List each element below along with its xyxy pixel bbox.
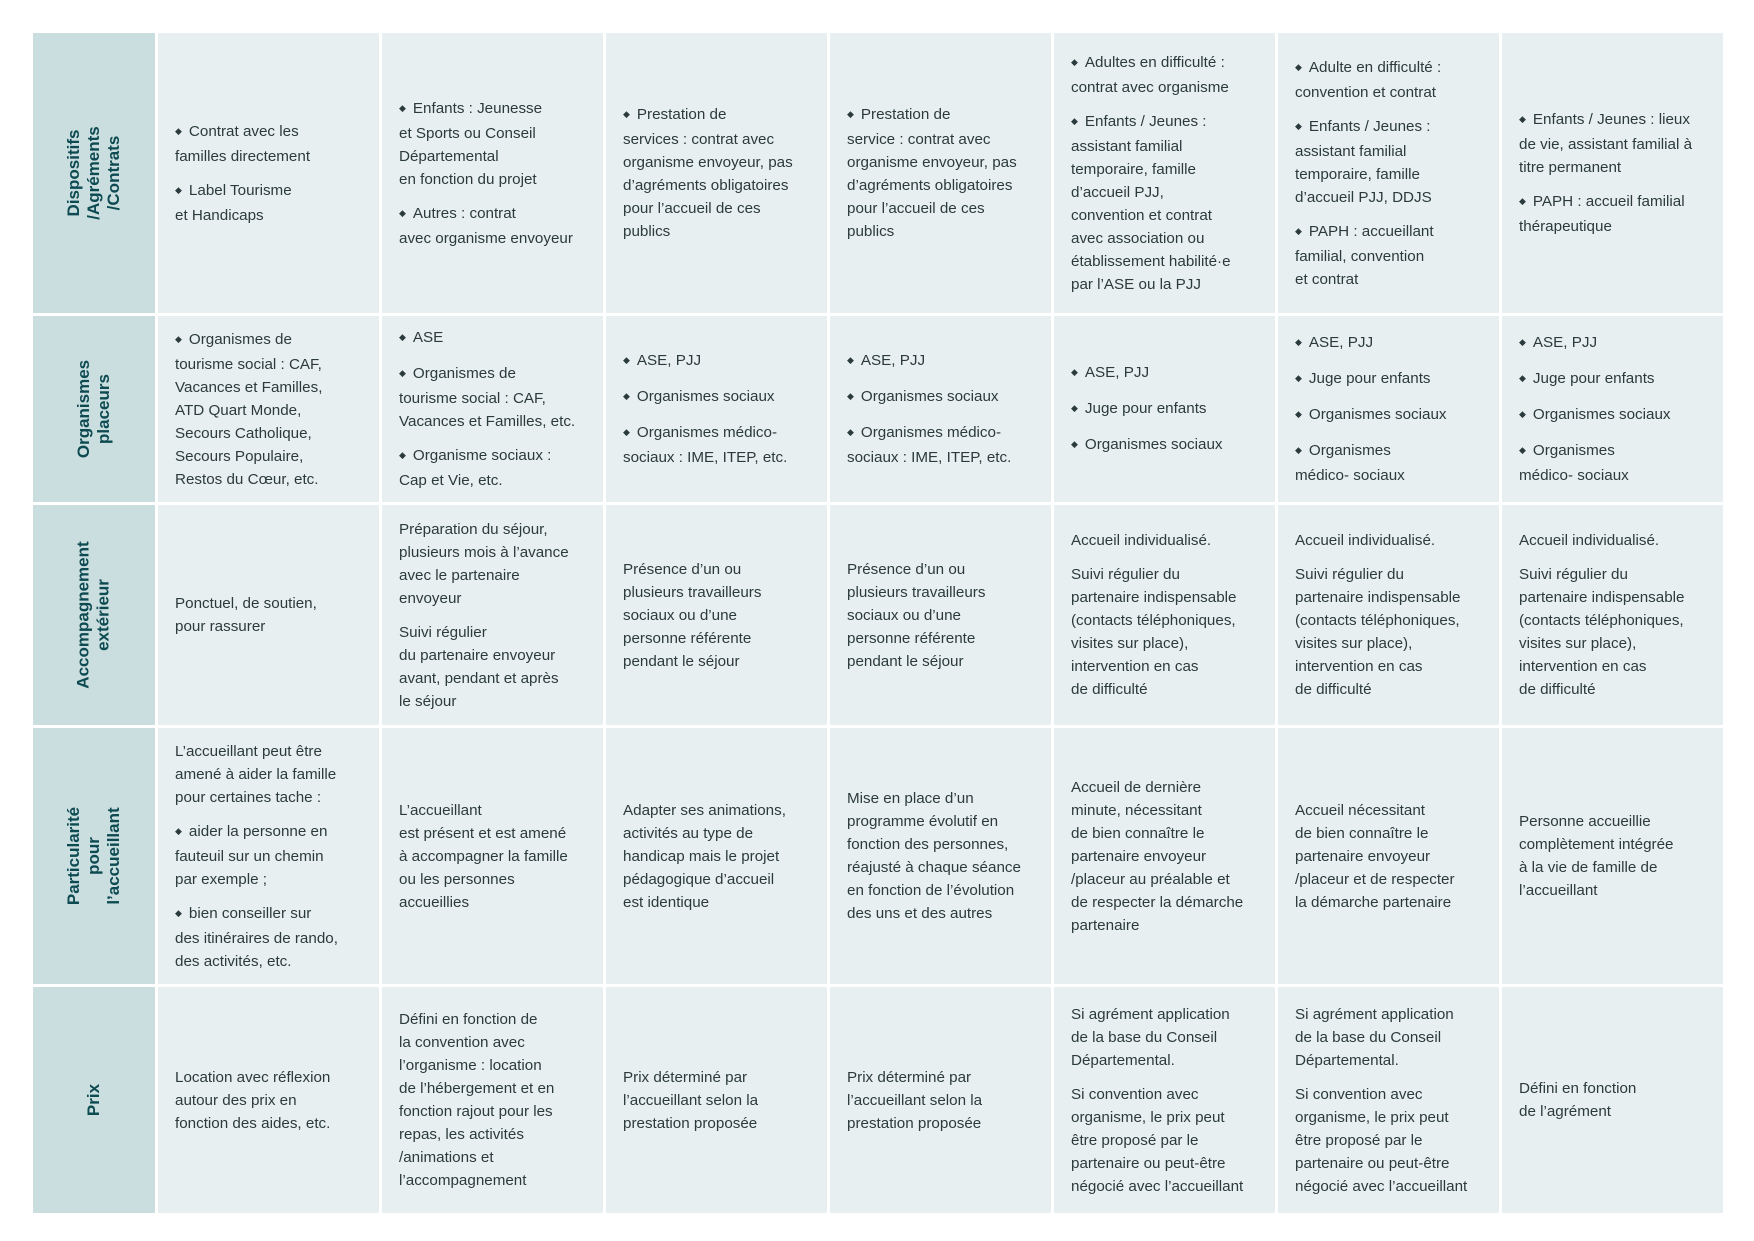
- table-cell: [1278, 505, 1499, 725]
- paragraph: Si convention avec organisme, le prix peut être proposé par le partenaire ou peut-être négocié avec l’accueillant: [1295, 1085, 1468, 1195]
- row-header-label: Accompagnement extérieur: [74, 541, 113, 689]
- bullet-item: ◆ aider la personne en fauteuil sur un chemin par exemple ;: [175, 820, 365, 891]
- bullet-item: ◆ Enfants / Jeunes : lieux de vie, assistant familial à titre permanent: [1519, 108, 1709, 179]
- table-cell: [382, 987, 603, 1213]
- bullet-item: ◆ Juge pour enfants: [1295, 367, 1485, 392]
- paragraph: Mise en place d’un programme évolutif en fonction des personnes, réajusté à chaque séance en fonction de l’évolution des uns et des autres: [847, 790, 1021, 922]
- table-cell: [1054, 505, 1275, 725]
- paragraph: Accueil de dernière minute, nécessitant de bien connaître le partenaire envoyeur /placeur au préalable et de respecter la démarche partenaire: [1071, 778, 1244, 934]
- paragraph: Accueil individualisé.: [1295, 532, 1436, 549]
- table-cell: [830, 728, 1051, 984]
- row-header-dispositifs: [33, 33, 155, 313]
- table-cell: [382, 316, 603, 502]
- row-header-prix: [33, 987, 155, 1213]
- paragraph: Accueil nécessitant de bien connaître le partenaire envoyeur /placeur et de respecter la démarche partenaire: [1295, 801, 1455, 911]
- bullet-item: ◆ Enfants / Jeunes : assistant familial temporaire, famille d’accueil PJJ, DDJS: [1295, 115, 1485, 209]
- bullet-item: ◆ Prestation de services : contrat avec organisme envoyeur, pas d’agréments obligatoires pour l’accueil de ces publics: [623, 103, 813, 243]
- bullet-item: ◆ ASE, PJJ: [1071, 361, 1261, 386]
- paragraph: Personne accueillie complètement intégrée à la vie de famille de l’accueillant: [1519, 813, 1674, 899]
- bullet-item: ◆ Adulte en difficulté : convention et contrat: [1295, 56, 1485, 104]
- table-cell: [1278, 316, 1499, 502]
- bullet-item: ◆ Contrat avec les familles directement: [175, 120, 365, 168]
- bullet-item: ◆ Autres : contrat avec organisme envoyeur: [399, 202, 589, 250]
- table-cell: [1502, 728, 1723, 984]
- table-cell: [1502, 505, 1723, 725]
- row-header-label: Particularité pour l’accueillant: [64, 806, 123, 906]
- paragraph: Suivi régulier du partenaire indispensable (contacts téléphoniques, visites sur place), intervention en cas de difficulté: [1071, 566, 1237, 698]
- bullet-item: ◆ Organisme sociaux : Cap et Vie, etc.: [399, 444, 589, 492]
- paragraph: Si agrément application de la base du Conseil Départemental.: [1295, 1005, 1454, 1069]
- paragraph: Accueil individualisé.: [1071, 532, 1212, 549]
- paragraph: Préparation du séjour, plusieurs mois à l’avance avec le partenaire envoyeur: [399, 520, 569, 607]
- table-cell: [158, 316, 379, 502]
- bullet-item: ◆ Organismes médico- sociaux : IME, ITEP, etc.: [623, 421, 813, 469]
- bullet-item: ◆ Enfants / Jeunes : assistant familial temporaire, famille d’accueil PJJ, convention et contrat avec association ou établissement habilité·e par l’ASE ou la PJJ: [1071, 110, 1261, 296]
- row-header-label: Dispositifs /Agréments /Contrats: [64, 126, 123, 220]
- table-cell: [606, 728, 827, 984]
- table-cell: [606, 505, 827, 725]
- table-cell: [830, 505, 1051, 725]
- table-cell: [382, 505, 603, 725]
- paragraph: Présence d’un ou plusieurs travailleurs sociaux ou d’une personne référente pendant le séjour: [623, 560, 762, 670]
- table-cell: [1502, 33, 1723, 313]
- bullet-item: ◆ ASE, PJJ: [847, 349, 1037, 374]
- table-cell: [1054, 33, 1275, 313]
- paragraph: L’accueillant est présent et est amené à accompagner la famille ou les personnes accueillies: [399, 801, 568, 911]
- table-cell: [382, 728, 603, 984]
- table-cell: [1502, 316, 1723, 502]
- paragraph: Suivi régulier du partenaire indispensable (contacts téléphoniques, visites sur place), intervention en cas de difficulté: [1519, 566, 1685, 698]
- bullet-item: ◆ bien conseiller sur des itinéraires de rando, des activités, etc.: [175, 902, 365, 973]
- table-cell: [606, 987, 827, 1213]
- table-cell: [1054, 987, 1275, 1213]
- table-cell: [1278, 987, 1499, 1213]
- row-header-label: Prix: [83, 1083, 103, 1117]
- table-cell: [1054, 728, 1275, 984]
- bullet-item: ◆ Organismes sociaux: [1071, 433, 1261, 458]
- paragraph: Présence d’un ou plusieurs travailleurs sociaux ou d’une personne référente pendant le séjour: [847, 560, 986, 670]
- paragraph: Défini en fonction de la convention avec l’organisme : location de l’hébergement et en fonction rajout pour les repas, les activités /animations et l’accompagnement: [399, 1011, 555, 1189]
- bullet-item: ◆ Organismes sociaux: [847, 385, 1037, 410]
- bullet-item: ◆ ASE, PJJ: [1295, 331, 1485, 356]
- comparison-table: [33, 33, 1723, 1213]
- bullet-item: ◆ Organismes médico- sociaux: [1519, 439, 1709, 487]
- paragraph: Prix déterminé par l’accueillant selon la prestation proposée: [623, 1068, 759, 1132]
- bullet-item: ◆ Adultes en difficulté : contrat avec organisme: [1071, 51, 1261, 99]
- paragraph: Suivi régulier du partenaire envoyeur avant, pendant et après le séjour: [399, 623, 559, 710]
- bullet-item: ◆ Organismes de tourisme social : CAF, Vacances et Familles, etc.: [399, 362, 589, 433]
- table-cell: [158, 505, 379, 725]
- paragraph: Adapter ses animations, activités au type de handicap mais le projet pédagogique d’accueil est identique: [623, 801, 786, 911]
- table-cell: [1278, 33, 1499, 313]
- bullet-item: ◆ Organismes de tourisme social : CAF, Vacances et Familles, ATD Quart Monde, Secours Catholique, Secours Populaire, Restos du Cœur, etc.: [175, 328, 365, 491]
- paragraph: Si agrément application de la base du Conseil Départemental.: [1071, 1005, 1230, 1069]
- bullet-item: ◆ Enfants : Jeunesse et Sports ou Conseil Départemental en fonction du projet: [399, 97, 589, 191]
- bullet-item: ◆ ASE: [399, 326, 589, 351]
- bullet-item: ◆ Juge pour enfants: [1071, 397, 1261, 422]
- table-cell: [830, 987, 1051, 1213]
- row-header-organismes-placeurs: [33, 316, 155, 502]
- bullet-item: ◆ ASE, PJJ: [1519, 331, 1709, 356]
- bullet-item: ◆ PAPH : accueillant familial, convention et contrat: [1295, 220, 1485, 291]
- bullet-item: ◆ Organismes médico- sociaux: [1295, 439, 1485, 487]
- table-cell: [158, 728, 379, 984]
- table-cell: [158, 33, 379, 313]
- table-cell: [830, 316, 1051, 502]
- bullet-item: ◆ Organismes sociaux: [1295, 403, 1485, 428]
- bullet-item: ◆ ASE, PJJ: [623, 349, 813, 374]
- bullet-item: ◆ Label Tourisme et Handicaps: [175, 179, 365, 227]
- paragraph: Accueil individualisé.: [1519, 532, 1660, 549]
- table-cell: [1502, 987, 1723, 1213]
- paragraph: Suivi régulier du partenaire indispensable (contacts téléphoniques, visites sur place), intervention en cas de difficulté: [1295, 566, 1461, 698]
- paragraph: Si convention avec organisme, le prix peut être proposé par le partenaire ou peut-être négocié avec l’accueillant: [1071, 1085, 1244, 1195]
- paragraph: Défini en fonction de l’agrément: [1519, 1080, 1637, 1120]
- bullet-item: ◆ Prestation de service : contrat avec organisme envoyeur, pas d’agréments obligatoires pour l’accueil de ces publics: [847, 103, 1037, 243]
- table-cell: [1278, 728, 1499, 984]
- paragraph: Location avec réflexion autour des prix en fonction des aides, etc.: [175, 1068, 331, 1132]
- table-cell: [606, 33, 827, 313]
- table-cell: [606, 316, 827, 502]
- paragraph: L’accueillant peut être amené à aider la famille pour certaines tache :: [175, 742, 337, 806]
- bullet-item: ◆ Organismes médico- sociaux : IME, ITEP, etc.: [847, 421, 1037, 469]
- table-cell: [158, 987, 379, 1213]
- table-cell: [1054, 316, 1275, 502]
- bullet-item: ◆ Juge pour enfants: [1519, 367, 1709, 392]
- paragraph: Prix déterminé par l’accueillant selon la prestation proposée: [847, 1068, 983, 1132]
- row-header-accompagnement-exterieur: [33, 505, 155, 725]
- row-header-particularite-accueillant: [33, 728, 155, 984]
- table-cell: [382, 33, 603, 313]
- row-header-label: Organismes placeurs: [73, 359, 113, 459]
- table-cell: [830, 33, 1051, 313]
- bullet-item: ◆ PAPH : accueil familial thérapeutique: [1519, 190, 1709, 238]
- paragraph: Ponctuel, de soutien, pour rassurer: [175, 595, 317, 635]
- bullet-item: ◆ Organismes sociaux: [623, 385, 813, 410]
- bullet-item: ◆ Organismes sociaux: [1519, 403, 1709, 428]
